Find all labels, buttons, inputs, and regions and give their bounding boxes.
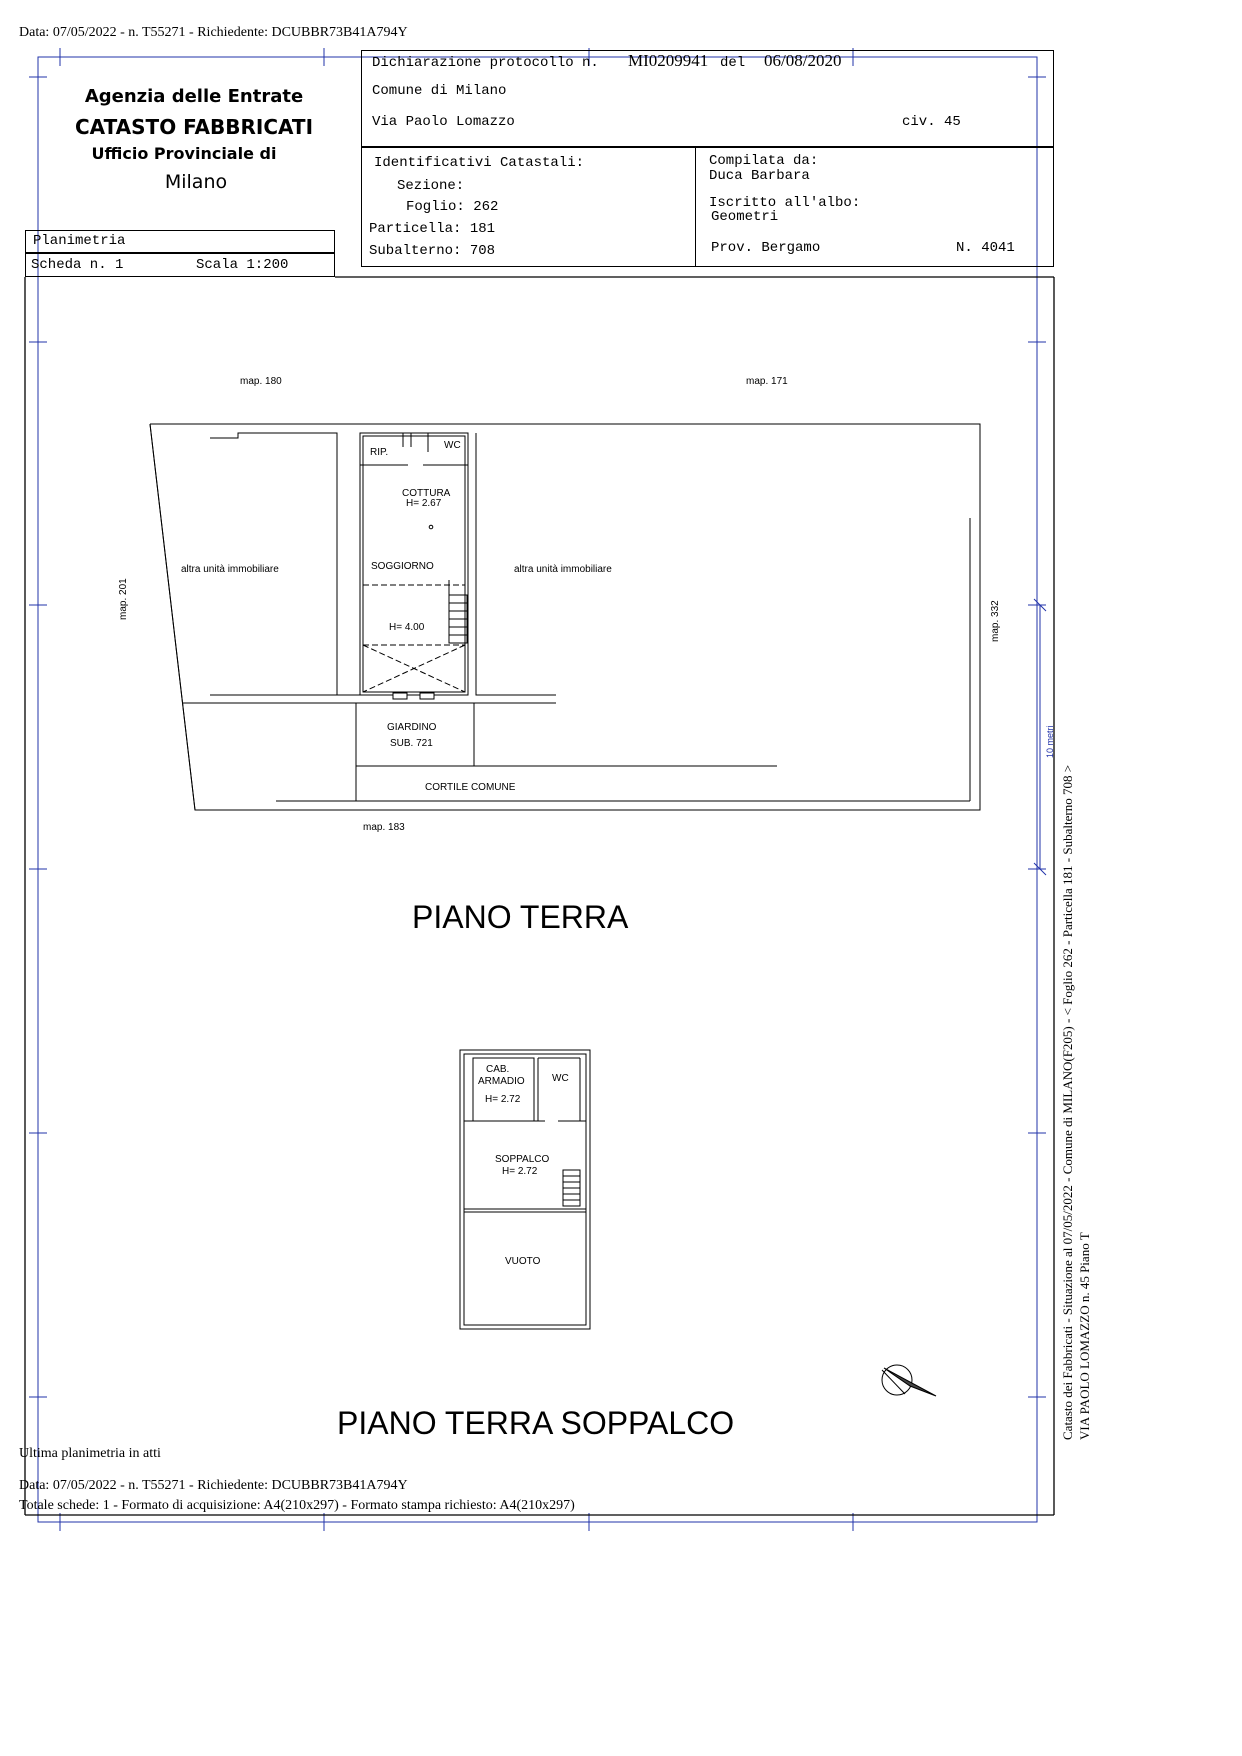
soggiorno-height: H= 4.00 — [389, 622, 425, 633]
del-label: del — [720, 55, 746, 71]
side-address-text: VIA PAOLO LOMAZZO n. 45 Piano T — [1077, 1232, 1092, 1440]
declaration-prefix: Dichiarazione protocollo n. — [372, 55, 599, 71]
armadio-label: ARMADIO — [478, 1076, 525, 1087]
address-label: Via Paolo Lomazzo — [372, 114, 515, 130]
compilata-label: Compilata da: — [709, 153, 819, 169]
catasto-title: CATASTO FABBRICATI — [74, 115, 314, 139]
soppalco-label: SOPPALCO — [495, 1154, 550, 1165]
foglio-label: Foglio: 262 — [406, 199, 499, 215]
cab-height: H= 2.72 — [485, 1094, 521, 1105]
giardino-label: GIARDINO — [387, 722, 437, 733]
rip-label: RIP. — [370, 447, 389, 458]
scale-label: Scala 1:200 — [196, 257, 289, 273]
footer-format-line: Totale schede: 1 - Formato di acquisizione: A4(210x297) - Formato stampa richiesto: A4(210x297) — [19, 1498, 575, 1513]
compiler-name: Duca Barbara — [709, 168, 810, 184]
other-unit-left-label: altra unità immobiliare — [181, 564, 279, 575]
point-marker — [429, 525, 433, 529]
map-171-label: map. 171 — [746, 376, 788, 387]
scheda-number: Scheda n. 1 — [31, 257, 124, 273]
mezz-wc-label: WC — [552, 1073, 569, 1084]
protocol-number: MI0209941 — [628, 51, 709, 70]
mezzanine-title: PIANO TERRA SOPPALCO — [337, 1405, 735, 1441]
giardino-sub-label: SUB. 721 — [390, 738, 433, 749]
declaration-date: 06/08/2020 — [764, 51, 842, 70]
vuoto-label: VUOTO — [505, 1256, 541, 1267]
other-unit-right-label: altra unità immobiliare — [514, 564, 612, 575]
identifiers-title: Identificativi Catastali: — [374, 155, 585, 171]
declaration-box — [361, 50, 1054, 147]
top-request-line: Data: 07/05/2022 - n. T55271 - Richiedente: DCUBBR73B41A794Y — [19, 25, 408, 40]
subalterno-label: Subalterno: 708 — [369, 243, 496, 259]
register-number: N. 4041 — [956, 240, 1015, 256]
ground-floor-title: PIANO TERRA — [412, 899, 629, 935]
soggiorno-label: SOGGIORNO — [371, 561, 434, 572]
iscritto-label: Iscritto all'albo: — [709, 195, 861, 211]
civic-number: civ. 45 — [902, 114, 961, 130]
sezione-label: Sezione: — [397, 178, 465, 194]
map-332-label: map. 332 — [990, 600, 1001, 642]
compiler-box — [695, 147, 1054, 267]
cab-label: CAB. — [486, 1064, 510, 1075]
map-201-label: map. 201 — [118, 578, 129, 620]
comune-label: Comune di Milano — [372, 83, 507, 99]
cottura-height: H= 2.67 — [406, 498, 442, 509]
mezzanine-plan — [460, 1050, 590, 1329]
map-180-label: map. 180 — [240, 376, 282, 387]
province-label: Prov. Bergamo — [711, 240, 821, 256]
ufficio-label: Ufficio Provinciale di — [91, 144, 277, 163]
last-plan-note: Ultima planimetria in atti — [19, 1446, 161, 1461]
north-arrow-icon — [882, 1365, 936, 1396]
particella-label: Particella: 181 — [369, 221, 496, 237]
ground-floor-plan — [150, 424, 980, 810]
footer-request-line: Data: 07/05/2022 - n. T55271 - Richiedente: DCUBBR73B41A794Y — [19, 1478, 408, 1493]
side-situation-text: Catasto dei Fabbricati - Situazione al 07/05/2022 - Comune di MILANO(F205) - < Foglio 262 - Particella 181 - Subalterno 708 > — [1060, 764, 1075, 1440]
cortile-label: CORTILE COMUNE — [425, 782, 516, 793]
scale-bar-label: 10 metri — [1045, 725, 1055, 758]
cottura-label: COTTURA — [402, 488, 451, 499]
planimetria-label: Planimetria — [33, 233, 126, 249]
soppalco-height: H= 2.72 — [502, 1166, 538, 1177]
wc-label: WC — [444, 440, 461, 451]
scheda-box — [25, 253, 335, 277]
agency-name: Agenzia delle Entrate — [84, 86, 304, 107]
planimetria-box — [25, 230, 335, 253]
identifiers-box — [361, 147, 696, 267]
albo-label: Geometri — [711, 209, 779, 225]
map-183-label: map. 183 — [363, 822, 405, 833]
office-city: Milano — [164, 171, 228, 193]
